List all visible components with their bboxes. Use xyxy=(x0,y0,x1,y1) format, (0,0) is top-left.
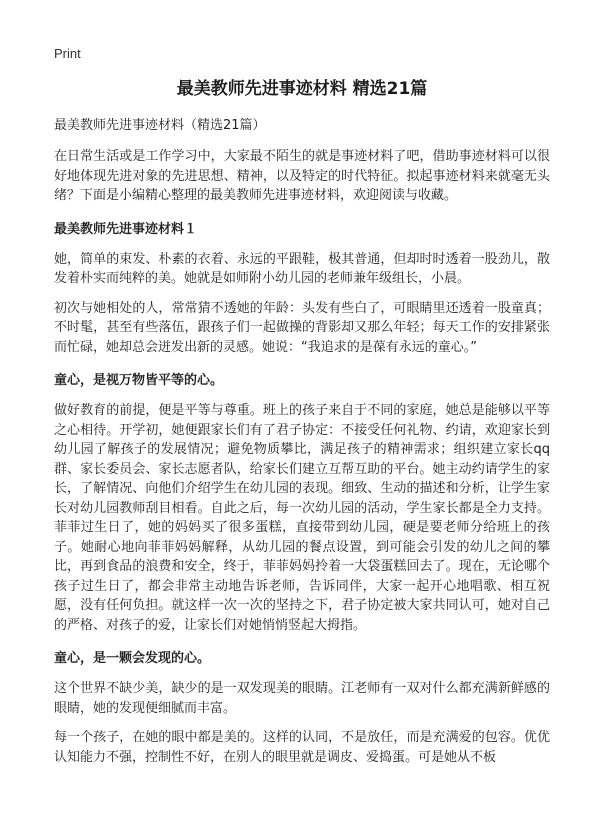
discovery-paragraph-2: 每一个孩子，在她的眼中都是美的。这样的认同，不是放任，而是充满爱的包容。优优认知能力不强，控制性不好，在别人的眼里就是调皮、爱捣蛋。可是她从不板 xyxy=(54,730,550,765)
section-heading-1: 最美教师先进事迹材料１ xyxy=(54,221,198,237)
print-link[interactable]: Print xyxy=(54,46,81,61)
document-title: 最美教师先进事迹材料 精选21篇 xyxy=(176,79,428,99)
document-body xyxy=(54,76,550,777)
document-subtitle: 最美教师先进事迹材料（精选21篇） xyxy=(54,118,266,133)
section1-paragraph-2: 初次与她相处的人，常常猜不透她的年龄：头发有些白了，可眼睛里还透着一股童真；不时髦，甚至有些落伍，跟孩子们一起做操的背影却又那么年轻；每天工作的安排紧张而忙碌，她却总会迸发出新的灵感。她说：“我追求的是葆有永远的童心。” xyxy=(54,300,550,355)
intro-paragraph: 在日常生活或是工作学习中，大家最不陌生的就是事迹材料了吧，借助事迹材料可以很好地体现先进对象的先进思想、精神，以及特定的时代特征。拟起事迹材料来就毫无头绪？下面是小编精心整理的最美教师先进事迹材料，欢迎阅读与收藏。 xyxy=(54,149,550,203)
section1-paragraph-1: 她，简单的束发、朴素的衣着、永远的平跟鞋，极其普通，但却时时透着一股劲儿，散发着朴实而纯粹的美。她就是如师附小幼儿园的老师兼年级组长，小晨。 xyxy=(54,251,550,286)
discovery-paragraph-1: 这个世界不缺少美，缺少的是一双发现美的眼睛。江老师有一双对什么都充满新鲜感的眼睛，她的发现便细腻而丰富。 xyxy=(54,681,550,716)
subheading-discovery: 童心，是一颗会发现的心。 xyxy=(54,651,211,666)
subheading-equality: 童心，是视万物皆平等的心。 xyxy=(54,373,224,388)
equality-paragraph: 做好教育的前提，便是平等与尊重。班上的孩子来自于不同的家庭，她总是能够以平等之心相待。开学初，她便跟家长们有了君子协定：不接受任何礼物、约请，欢迎家长到幼儿园了解孩子的发展情况；避免物质攀比，满足孩子的精神需求；组织建立家长qq群、家长委员会、家长志愿者队，给家长们建立互帮互助的平台。她主动约请学生的家长，了解情况、向他们介绍学生在幼儿园的表现。细致、生动的描述和分析，让学生家长对幼儿园教师刮目相看。自此之后，每一次幼儿园的活动，学生家长都是全力支持。菲菲过生日了，她的妈妈买了很多蛋糕，直接带到幼儿园，硬是要老师分给班上的孩子。她耐心地向菲菲妈妈解释，从幼儿园的餐点设置，到可能会引发的幼儿之间的攀比，再到食品的浪费和安全，终于，菲菲妈妈拎着一大袋蛋糕回去了。现在，无论哪个孩子过生日了，都会非常主动地告诉老师，告诉同伴，大家一起开心地唱歌、相互祝愿，没有任何负担。就这样一次一次的坚持之下，君子协定被大家共同认可，她对自己的严格、对孩子的爱，让家长们对她悄悄竖起大拇指。 xyxy=(54,403,550,633)
